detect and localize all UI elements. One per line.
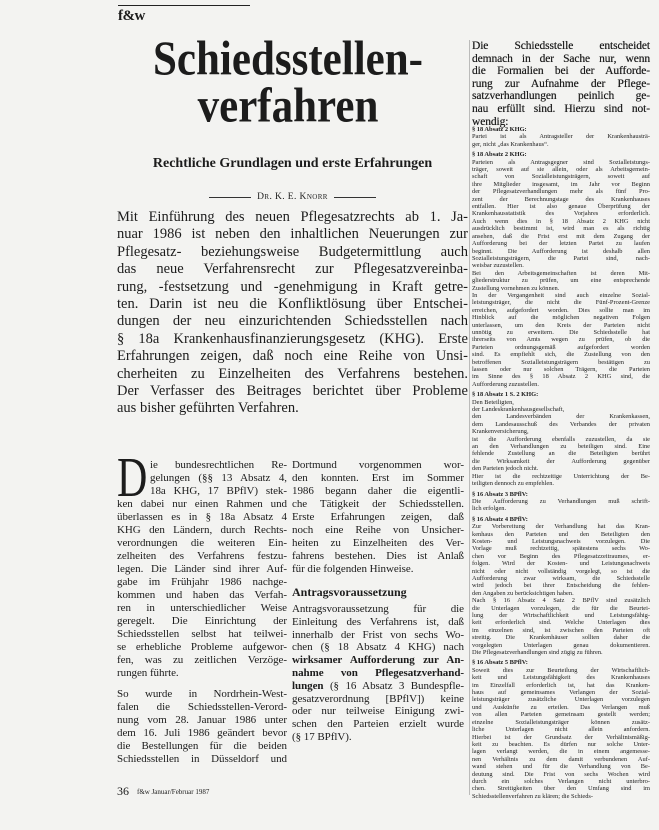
text-line: Hier ist die rechtzeitige Unterrichtung der Be- [472, 472, 650, 480]
text-line: nen Verhältnis zu dem damit verbundenen Auf- [472, 755, 650, 763]
text-line: Nach § 16 Absatz 4 Satz 2 BPflV sind zusätzlich [472, 597, 650, 605]
text-line: den Parteien jedoch nicht. [472, 465, 539, 473]
body-column-left [117, 459, 287, 766]
text-line: Zur Vorbereitung der Verhandlung hat das Kran- [472, 523, 650, 531]
author-rule-right [334, 197, 376, 198]
column-divider [469, 40, 470, 795]
text-line: Dortmund vorgenommen wor- [292, 459, 464, 471]
text-line: Auch wenn dies in § 18 Absatz 2 KHG nicht [472, 217, 650, 225]
text-line: wird jedoch bei ihrer Entscheidung die fehlen- [472, 582, 650, 590]
text-line: oder nur teilweise Einigung zwi- [292, 705, 464, 718]
body-column-middle [292, 459, 464, 576]
text-line: rung zur Aufnahme der Pflege- [472, 77, 650, 90]
text-line: Vorlage muß rechtzeitig, spätestens sechs Wo- [472, 545, 650, 553]
text-line: gabe im Frühjahr 1986 nachge- [117, 576, 287, 588]
text-line: § 18a Krankenhausfinanzierungsgesetz (KHG). Erste [117, 330, 468, 347]
text-line: demnach in der Sache nur, wenn [472, 52, 650, 65]
text-line: den konnten. Erst im Sommer [292, 472, 464, 484]
text-line: teiligten dennoch zu empfehlen. [472, 480, 554, 488]
text-line: falen die Schiedsstellen-Verord- [117, 701, 287, 713]
text-line: verordnungen die weiteren Ein- [117, 537, 287, 549]
text-line: liche Unterlagen nicht allein anfordern. [472, 726, 650, 734]
text-line: gliederstruktur zu prüfen, um eine entsprechende [472, 277, 650, 285]
text-line: 18a KHG, 17 BPflV) stek- [150, 485, 287, 497]
text-line: Die Pflegesatzverhandlungen sind zügig zu führen. [472, 649, 603, 657]
text-line: entfallen. Hier ist also genaue Überprüfung der [472, 203, 650, 211]
sidebar-lead [472, 40, 650, 128]
text-line: streitig. Die Krankenhäuser sollten daher die [472, 634, 650, 642]
text-line: für die folgenden Hinweise. [292, 563, 414, 575]
text-line: vorgelegten Unterlagen genau dokumentieren. [472, 641, 650, 649]
article-title-line-2: verfahren [197, 80, 379, 133]
text-line: ihre Mitglieder insgesamt, im Jahr vor Beginn [472, 180, 650, 188]
text-line: der Landeskrankenhausgesellschaft, [472, 406, 565, 414]
text-line: ie bundesrechtlichen Re- [150, 459, 287, 471]
text-line: Aufforderung zwar wirksam, die Schiedsstelle [472, 574, 650, 582]
text-line: Antragsvoraussetzung für die [292, 603, 464, 615]
article-title-line-1: Schiedsstellen- [153, 33, 423, 86]
text-line: ansehen, daß die Frist erst mit dem Zugang der [472, 232, 650, 240]
text-line: kenhaus den Parteien und den Beteiligten den [472, 530, 650, 538]
text-line: nicht oder nicht vollständig vorgelegt, so ist die [472, 567, 650, 575]
text-line: innerhalb der Frist von sechs Wo- [292, 628, 464, 641]
text-line: Aufforderung bei der letzten Partei zu laufen [472, 240, 650, 248]
text-line: che Tätigkeit der Schiedsstellen. [292, 498, 464, 510]
text-line: se erhebliche Probleme aufgewor- [117, 641, 287, 653]
drop-cap: D [117, 447, 148, 509]
body-column-middle-continued [292, 603, 464, 744]
text-line: fehlende Zustellung an die Beteiligten berührt [472, 450, 650, 458]
text-line: lassen oder nur solchen Trägern, die Parteien [472, 366, 650, 373]
sidebar-section [472, 391, 650, 487]
sidebar-section [472, 659, 650, 800]
text-line: und Auskünfte zu erteilen. Das Verlangen muß [472, 703, 650, 711]
text-line: folgen. Wird der Kosten- und Leistungsnachweis [472, 560, 650, 568]
sidebar-section [472, 126, 650, 148]
text-line: Erfahrungen zeigen, daß noch eine Reihe von Unsi- [117, 348, 468, 365]
text-line: rungen führte. [117, 667, 179, 679]
paragraph [117, 688, 287, 766]
text-line: cherheiten zu Einzelheiten des Verfahrens bestehen. [117, 365, 468, 382]
text-line: betroffenen Sozialleistungsträgern bestätigen zu [472, 358, 650, 366]
text-line: haus auf gemeinsames Verlangen der Sozial- [472, 689, 650, 697]
text-line: Erste Erfahrungen zeigen, daß [292, 511, 464, 523]
text-line: Einleitung des Verfahrens ist, daß [292, 615, 464, 628]
text-line: wirksamer Aufforderung zur An- [292, 654, 464, 667]
text-line: leistungsträger, die nicht die Fünf-Prozent-Grenze [472, 299, 650, 307]
text-line: Soweit dies zur Beurteilung der Wirtschaftlich- [472, 666, 650, 674]
text-line: nahme von Pflegesatzverhand- [292, 666, 464, 679]
text-line: die Wirksamkeit der Aufforderung gegenüber [472, 457, 650, 465]
sidebar-section [472, 151, 650, 388]
text-line: dungen der neu einzurichtenden Schiedsstellen nach [117, 313, 468, 330]
intro-paragraph [117, 209, 468, 418]
sidebar-section-heading: § 18 Absatz 1 S. 2 KHG: [472, 391, 539, 399]
text-line: träger, soweit auf sie allein, oder als Arbeitsgemein- [472, 166, 650, 174]
text-line: im einzelnen sind, ist zwischen den Parteien oft [472, 626, 650, 634]
text-line: leistungsträger zusätzliche Unterlagen vorzulegen [472, 696, 650, 704]
text-line: die Formalien bei der Aufforde- [472, 65, 650, 78]
text-line: nau erfüllt sind. Hierzu sind not- [472, 102, 650, 115]
text-line: lich erfolgen. [472, 505, 507, 513]
text-line: weisbar zuzustellen. [472, 262, 524, 270]
section-heading: Antragsvoraussetzung [292, 585, 407, 599]
text-line: Aufforderung zuzustellen. [472, 380, 539, 388]
text-line: ausdrücklich bestimmt ist, wird man es als richtig [472, 225, 650, 233]
issue-label: f&w Januar/Februar 1987 [137, 788, 210, 796]
text-line: Partei ist als Antragsteller der Krankenhausträ- [472, 133, 650, 141]
author-rule-left [209, 197, 251, 198]
text-line: unterlassen, um den Kreis der Parteien nicht [472, 321, 650, 329]
text-line: rung, -festsetzung und -genehmigung in Kraft getre- [117, 278, 468, 295]
text-line: Bei den Arbeitsgemeinschaften ist deren Mit- [472, 269, 650, 277]
text-line: die Unterlagen vorzulegen, die für die Beurtei- [472, 604, 650, 612]
text-line: nuar 1986 ist neben den inhaltlichen Neuerungen zur [117, 226, 468, 243]
text-line: Hierbei ist der Grundsatz der Verhältnismäßig- [472, 733, 650, 741]
text-line: Sozialleistungsträgern, die Partei sind, nach- [472, 254, 650, 262]
text-line: In der Vergangenheit sind auch einzelne Sozial- [472, 291, 650, 299]
text-line: fahrens bestehen. Dies ist Anlaß [292, 550, 464, 562]
author-name: Dr. K. E. Knorr [257, 192, 328, 202]
text-line: keit zu beachten. Es dürfen nur solche Unter- [472, 740, 650, 748]
text-line: chen (§ 18 Absatz 4 KHG) nach [292, 641, 464, 654]
text-line: KHG den Ländern, durch Rechts- [117, 524, 287, 536]
text-line: fen, was zu zeitlichen Verzöge- [117, 654, 287, 666]
text-line: durch ein solches Verlangen nicht unterbro- [472, 777, 650, 785]
text-line: im Sinne des § 18 Absatz 2 KHG sind, die [472, 373, 650, 381]
text-line: wendig: [472, 115, 509, 128]
text-line: die Bestellungen für die beiden [117, 740, 287, 752]
article-title [110, 33, 466, 133]
text-line: dem 16. Juli 1986 geändert bevor [117, 727, 287, 739]
text-segment: (§ 16 Absatz 3 Bundespfle- [323, 679, 464, 692]
text-line: Pflegesatz- beziehungsweise Budgetermittlung auch [117, 243, 468, 260]
text-line: lung der Wirtschaftlichkeit und Leistungsfähig- [472, 612, 650, 619]
article-subtitle: Rechtliche Grundlagen und erste Erfahrungen [152, 156, 433, 171]
text-line: Die Aufforderung zu Verhandlungen muß schrift- [472, 497, 650, 505]
text-line: Den Beteiligten, [472, 398, 514, 406]
text-line: an den Verhandlungen zu beteiligen sind. Eine [472, 443, 650, 451]
text-line: von allen Parteien gemeinsam gestellt werden; [472, 711, 650, 719]
text-line: keit und Leistungsfähigkeit des Krankenhauses [472, 674, 650, 682]
text-line: aus bisher geführten Verfahren. [117, 400, 299, 417]
text-line: erreichen, aufgefordert worden. Dies sollte man im [472, 306, 650, 314]
text-line: ren in unterschiedlicher Weise [117, 602, 287, 614]
text-line: das neue Verfahrensrecht zur Pflegesatzvereinba- [117, 261, 468, 278]
text-line: ger, nicht „das Krankenhaus“. [472, 140, 549, 148]
sidebar-section-heading: § 16 Absatz 4 BPflV: [472, 515, 528, 523]
paragraph [292, 603, 464, 744]
text-line: zelheiten des Verfahrens festzu- [117, 550, 287, 562]
sidebar-section-heading: § 18 Absatz 2 KHG: [472, 151, 527, 159]
text-line: Schiedsstellen selbst hat teilwei- [117, 628, 287, 640]
text-line: überlassen es in § 18a Absatz 4 [117, 511, 287, 523]
author-byline [117, 191, 468, 203]
text-line: kommen und haben das Verfah- [117, 589, 287, 601]
text-line: (§ 17 BPflV). [292, 730, 352, 743]
text-line: zent der Berechnungstage des Krankenhauses [472, 195, 650, 203]
text-line: 1986 begann daher die eigentli- [292, 485, 464, 497]
text-line: Kosten- und Leistungsnachweis vorzulegen. Die [472, 537, 650, 545]
text-line: heiten zu Einzelheiten des Ver- [292, 537, 464, 549]
text-line [292, 680, 464, 693]
paragraph [292, 459, 464, 576]
sidebar-section-heading: § 18 Absatz 2 KHG: [472, 126, 527, 133]
text-line: So wurde in Nordrhein-West- [117, 688, 287, 700]
text-line: keit erforderlich sind. Welche Unterlagen dies [472, 619, 650, 627]
sidebar-section [472, 516, 650, 657]
text-line: chen. Streitigkeiten über den Umfang sind im [472, 785, 650, 793]
text-line: Die Schiedsstelle entscheidet [472, 40, 650, 52]
text-line: schen den Parteien erzielt wurde [292, 718, 464, 731]
text-line: Parteien als Antragsgegner sind Sozialleistungs- [472, 158, 650, 166]
text-line: satzverhandlungen peinlich ge- [472, 90, 650, 103]
text-line: geregelt. Die Einrichtung der [117, 615, 287, 627]
paragraph [117, 209, 468, 418]
page-number: 36 [117, 784, 129, 798]
text-line: Parteien ordnungsgemäß aufgefordert worden [472, 343, 650, 351]
text-line: ten. Darin ist neu die Konfliktlösung über Entschei- [117, 296, 468, 313]
text-line: nung vom 28. Januar 1986 unter [117, 714, 287, 726]
text-line: wand stehen und für die Verhandlung von Be- [472, 763, 650, 771]
paragraph [472, 40, 650, 128]
text-line: chen vor Beginn des Pflegesatzzeitraumes, er- [472, 552, 650, 560]
text-line: sind. Es empfiehlt sich, die Zustellung von den [472, 351, 650, 359]
text-line: Schiedsstellen in Düsseldorf und [117, 753, 287, 765]
text-line: dem Landesausschuß des Verbandes der privaten [472, 420, 650, 428]
text-line: den Landesverbänden der Krankenkassen, [472, 413, 650, 421]
text-segment: lungen [292, 679, 324, 692]
sidebar-requirements-list [472, 126, 650, 800]
text-line: Krankenhausstatistik des Vorjahres erforderlich. [472, 210, 650, 218]
text-line: Schiedsstellenverfahren zu klären; die Schieds- [472, 792, 594, 800]
text-line: Krankenversicherung, [472, 428, 529, 436]
text-line: gelungen (§§ 13 Absatz 4, [150, 472, 287, 484]
sidebar-section-heading: § 16 Absatz 3 BPflV: [472, 490, 528, 498]
text-line: lagen verlangt werden, die in einem angemesse- [472, 748, 650, 756]
sidebar-section-heading: § 16 Absatz 5 BPflV: [472, 659, 528, 667]
text-line: unnötig zu erweitern. Die Schiedsstelle hat [472, 328, 650, 336]
text-line: Zustellung vornehmen zu können. [472, 284, 560, 292]
text-line: der Pflegesatzverhandlungen mehr als fünf Pro- [472, 188, 650, 196]
text-line: im Einzelfall erforderlich ist, hat das Kranken- [472, 681, 650, 689]
text-line: ihrerseits von Amts wegen zu prüfen, ob die [472, 336, 650, 344]
text-line: den Angaben zu berücksichtigen haben. [472, 589, 574, 597]
magazine-logo: f&w [118, 8, 145, 24]
paragraph [117, 459, 287, 680]
sidebar-section [472, 491, 650, 513]
text-line: einzelne Sozialleistungsträger können zusätz- [472, 718, 650, 726]
text-line: ken dabei nur einen Rahmen und [117, 498, 287, 510]
text-line: gesatzverordnung [BPflV]) keine [292, 692, 464, 705]
text-line: Hinblick auf die möglichen negativen Folgen [472, 314, 650, 322]
text-line: beginnt. Die Aufforderung ist deshalb allen [472, 247, 650, 255]
header-rule [118, 5, 250, 6]
text-line: ist die Aufforderung ebenfalls zuzustellen, da sie [472, 435, 650, 443]
text-line: noch eine Reihe von Unsicher- [292, 524, 464, 536]
text-line: schaft von Sozialleistungsträgern, soweit auf [472, 173, 650, 181]
text-line: deutung sind. Die Frist von sechs Wochen wird [472, 770, 650, 778]
text-line: Der Verfasser des Beitrages berichtet über Probleme [117, 383, 468, 400]
text-line: Mit Einführung des neuen Pflegesatzrechts ab 1. Ja- [117, 209, 468, 225]
text-line: legen. Die Länder sind ihrer Auf- [117, 563, 287, 575]
